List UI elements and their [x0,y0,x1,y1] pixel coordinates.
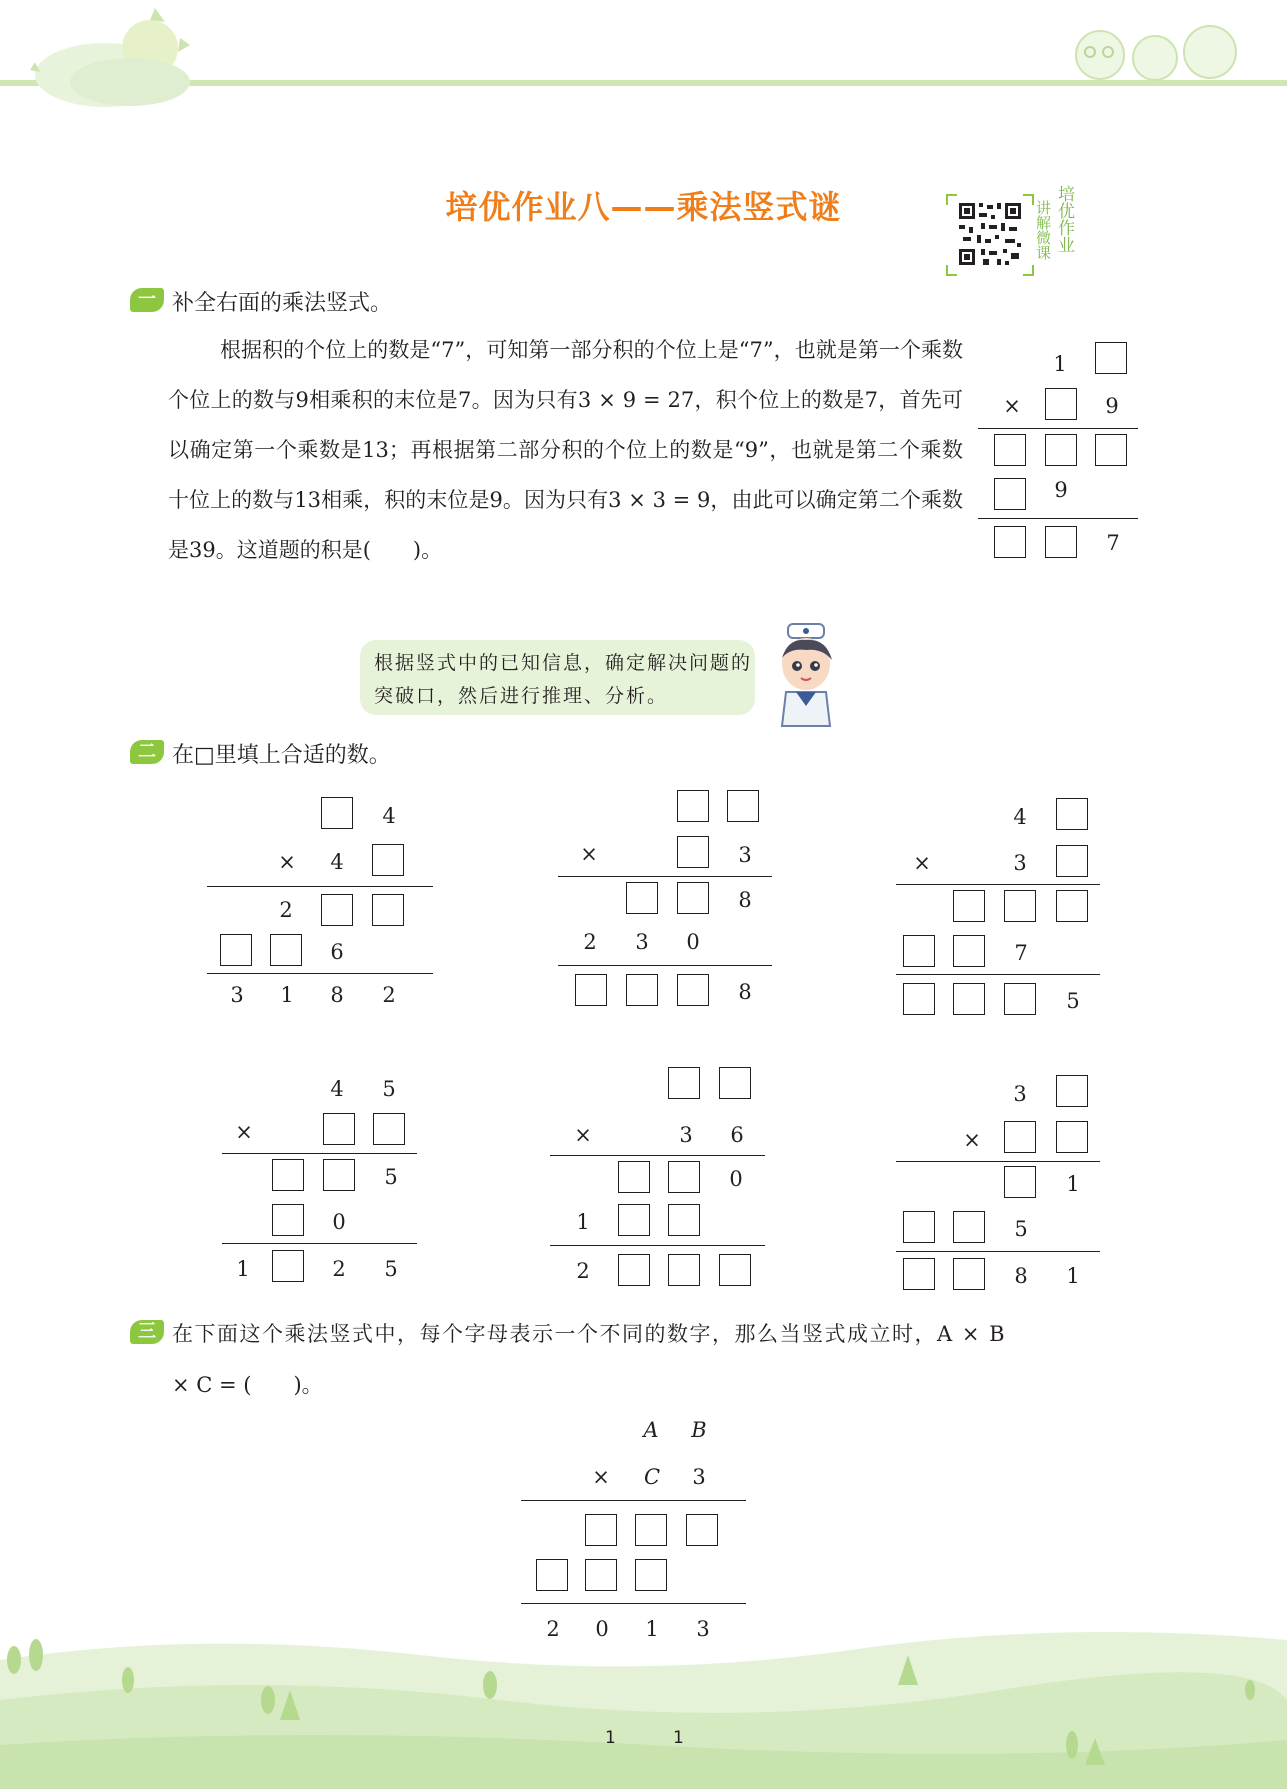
letter-digit: B [691,1418,707,1442]
rule-line [521,1500,746,1501]
digit: 5 [1066,989,1080,1013]
answer-box[interactable] [618,1254,650,1286]
multiply-sign: × [913,851,931,875]
answer-box[interactable] [270,934,302,966]
rule-line [222,1153,417,1154]
letter-digit: C [643,1465,661,1489]
multiply-sign: × [1003,394,1021,418]
answer-box[interactable] [1095,342,1127,374]
answer-box[interactable] [536,1559,568,1591]
digit: 2 [546,1617,560,1641]
digit: 8 [738,980,752,1004]
digit: 7 [1106,531,1120,555]
answer-box[interactable] [272,1204,304,1236]
digit: 2 [576,1259,590,1283]
header-decoration [0,8,1287,107]
rule-line [558,965,772,966]
answer-box[interactable] [1056,1121,1088,1153]
multiply-sign: × [580,842,598,866]
answer-box[interactable] [272,1159,304,1191]
answer-box[interactable] [321,797,353,829]
qr-label-practice: 培优作业 [1054,185,1074,253]
digit: 1 [280,983,294,1007]
page-number: 1 [605,1728,616,1748]
digit: 1 [1066,1264,1080,1288]
answer-box[interactable] [618,1161,650,1193]
section1-paragraph-text: 根据积的个位上的数是“7”，可知第一部分积的个位上是“7”，也就是第一个乘数个位上的数与9相乘积的末位是7。因为只有3 × 9 = 27，积个位上的数是7，首先可以确定第一个乘数是13；再根据第二部分积的个位上的数是“9”，也就是第二个乘数十位上的数与13相乘，积的末位是9。因为只有3 × 3 = 9，由此可以确定第二个乘数是39。这道题的积是( )。 [168,338,963,562]
digit: 1 [645,1617,659,1641]
digit: 3 [692,1465,706,1489]
answer-box[interactable] [953,890,985,922]
multiply-sign: × [963,1128,981,1152]
answer-box[interactable] [323,1113,355,1145]
answer-box[interactable] [626,882,658,914]
digit: 3 [738,843,752,867]
digit: 5 [382,1077,396,1101]
answer-box[interactable] [321,894,353,926]
page-number: 1 [673,1728,684,1748]
answer-box[interactable] [668,1161,700,1193]
qr-label-lecture: 讲解微课 [1034,200,1052,260]
qr-code-icon[interactable] [945,193,1035,277]
digit: 3 [679,1123,693,1147]
answer-box[interactable] [668,1254,700,1286]
tip-text: 根据竖式中的已知信息，确定解决问题的突破口，然后进行推理、分析。 [374,652,753,707]
digit: 5 [384,1257,398,1281]
answer-box[interactable] [677,882,709,914]
rule-line [896,1161,1100,1162]
answer-box[interactable] [677,836,709,868]
rule-line [558,876,772,877]
multiply-sign: × [278,850,296,874]
digit: 4 [330,850,344,874]
digit: 3 [1013,851,1027,875]
rule-line [207,973,433,974]
answer-box[interactable] [1045,434,1077,466]
rule-line [978,518,1138,519]
answer-box[interactable] [635,1559,667,1591]
answer-box[interactable] [1056,890,1088,922]
rule-line [896,1251,1100,1252]
multiply-sign: × [574,1123,592,1147]
answer-box[interactable] [994,434,1026,466]
multiply-sign: × [235,1120,253,1144]
digit: 0 [729,1167,743,1191]
answer-box[interactable] [618,1204,650,1236]
letter-digit: A [643,1418,659,1442]
answer-box[interactable] [903,935,935,967]
digit: 9 [1054,478,1068,502]
tip-bubble [360,640,755,715]
answer-box[interactable] [1004,983,1036,1015]
digit: 2 [583,930,597,954]
digit: 4 [330,1077,344,1101]
answer-box[interactable] [575,974,607,1006]
section3-heading-line2: × C = ( )。 [172,1373,323,1397]
digit: 8 [1014,1264,1028,1288]
rule-line [207,886,433,887]
answer-box[interactable] [372,844,404,876]
answer-box[interactable] [1056,798,1088,830]
rule-line [978,428,1138,429]
digit: 6 [330,940,344,964]
digit: 1 [1066,1172,1080,1196]
answer-box[interactable] [686,1514,718,1546]
section1-badge: 一 [130,288,164,312]
digit: 0 [332,1210,346,1234]
answer-box[interactable] [994,478,1026,510]
section1-heading: 补全右面的乘法竖式。 [172,291,393,316]
answer-box[interactable] [903,1211,935,1243]
answer-box[interactable] [719,1254,751,1286]
digit: 1 [576,1210,590,1234]
answer-box[interactable] [727,790,759,822]
digit: 8 [738,888,752,912]
answer-box[interactable] [677,974,709,1006]
answer-box[interactable] [585,1514,617,1546]
answer-box[interactable] [1095,434,1127,466]
answer-box[interactable] [668,1204,700,1236]
answer-box[interactable] [220,934,252,966]
answer-box[interactable] [585,1559,617,1591]
rule-line [521,1603,746,1604]
answer-box[interactable] [668,1067,700,1099]
digit: 3 [1013,1082,1027,1106]
answer-box[interactable] [903,983,935,1015]
digit: 3 [230,983,244,1007]
answer-box[interactable] [953,1258,985,1290]
digit: 2 [382,983,396,1007]
digit: 4 [1013,805,1027,829]
answer-box[interactable] [635,1514,667,1546]
answer-box[interactable] [1045,388,1077,420]
rule-line [222,1243,417,1244]
digit: 1 [1053,352,1067,376]
section3-heading-line1: 在下面这个乘法竖式中，每个字母表示一个不同的数字，那么当竖式成立时，A × B [172,1322,1007,1346]
digit: 9 [1105,394,1119,418]
answer-box[interactable] [323,1159,355,1191]
answer-box[interactable] [677,790,709,822]
answer-box[interactable] [1004,1166,1036,1198]
section2-badge: 二 [130,740,164,764]
answer-box[interactable] [272,1250,304,1282]
digit: 1 [236,1257,250,1281]
answer-box[interactable] [953,983,985,1015]
answer-box[interactable] [1056,845,1088,877]
footer-landscape [0,1632,1287,1789]
answer-box[interactable] [1004,890,1036,922]
answer-box[interactable] [1056,1075,1088,1107]
answer-box[interactable] [372,894,404,926]
digit: 7 [1014,941,1028,965]
section2-heading: 在□里填上合适的数。 [172,743,391,768]
digit: 5 [1014,1217,1028,1241]
rule-line [896,884,1100,885]
section1-paragraph [168,325,963,575]
digit: 8 [330,983,344,1007]
answer-box[interactable] [953,1211,985,1243]
digit: 5 [384,1165,398,1189]
answer-box[interactable] [994,526,1026,558]
digit: 4 [382,804,396,828]
answer-box[interactable] [1004,1121,1036,1153]
answer-box[interactable] [719,1067,751,1099]
page-title: 培优作业八——乘法竖式谜 [445,188,842,226]
rule-line [896,974,1100,975]
section3-badge: 三 [130,1320,164,1344]
digit: 0 [686,930,700,954]
answer-box[interactable] [373,1113,405,1145]
rule-line [550,1245,765,1246]
answer-box[interactable] [953,935,985,967]
multiply-sign: × [592,1465,610,1489]
digit: 0 [595,1617,609,1641]
digit: 6 [730,1123,744,1147]
digit: 2 [332,1257,346,1281]
digit: 3 [696,1617,710,1641]
answer-box[interactable] [1045,526,1077,558]
answer-box[interactable] [626,974,658,1006]
answer-box[interactable] [903,1258,935,1290]
digit: 2 [279,898,293,922]
rule-line [550,1155,765,1156]
digit: 3 [635,930,649,954]
sailor-boy-icon [770,620,840,730]
